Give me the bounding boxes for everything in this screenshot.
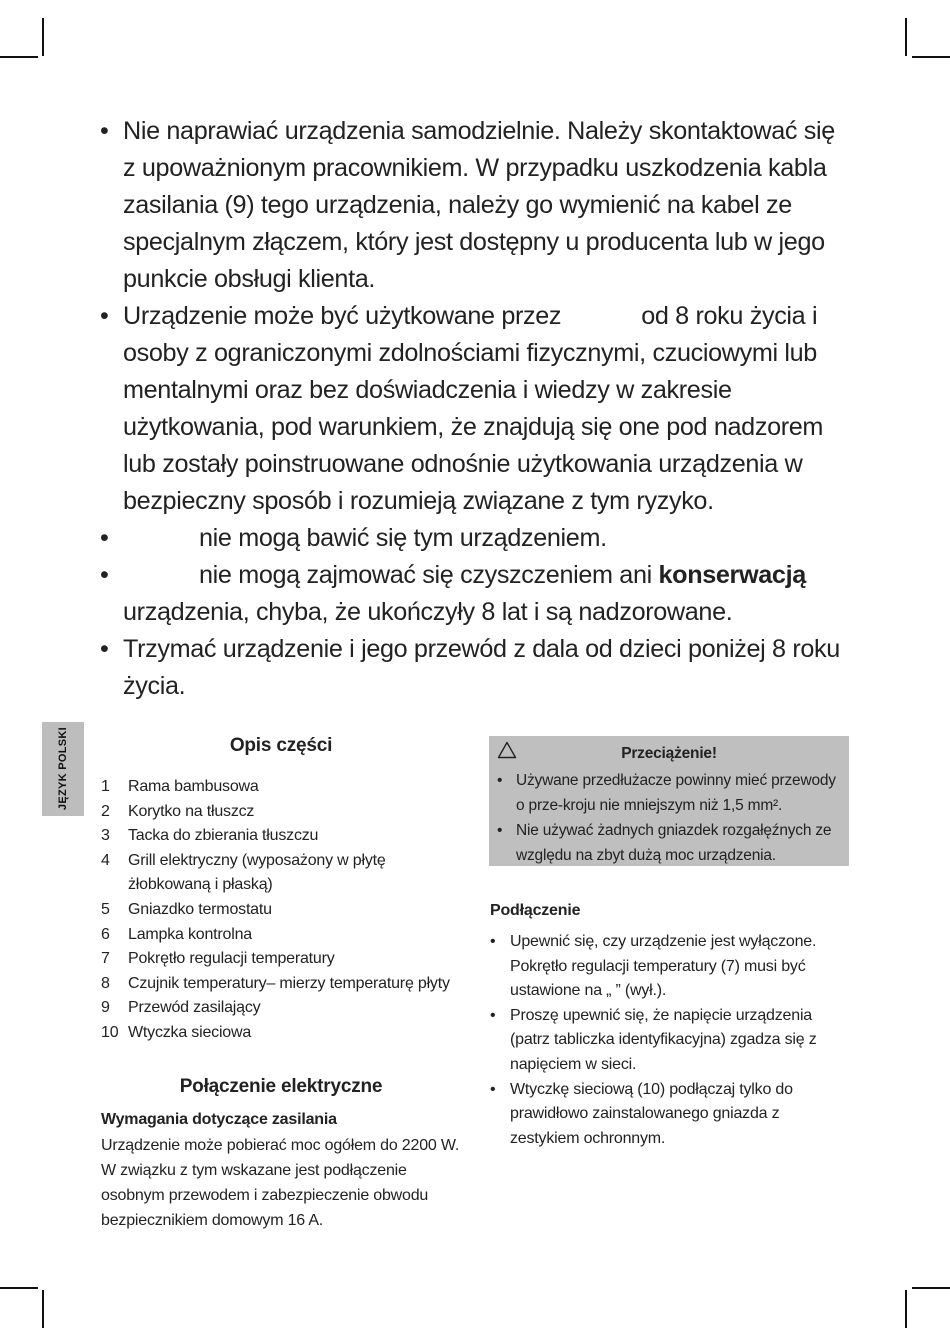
safety-bullet	[100, 520, 845, 557]
list-item	[101, 800, 461, 825]
item-text: Używane przedłużacze powinny mieć przewody o prze-kroju nie mniejszym niż 1,5 mm².	[516, 772, 836, 814]
list-item	[101, 1021, 461, 1046]
item-number: 6	[101, 925, 110, 943]
bullet-marker: •	[100, 561, 109, 589]
connection-section	[490, 902, 848, 1151]
list-item	[101, 849, 461, 898]
item-number: 1	[101, 778, 110, 795]
left-column	[101, 735, 461, 1233]
item-number: 10	[101, 1023, 119, 1041]
item-text: Gniazdko termostatu	[128, 900, 272, 918]
crop-mark	[905, 1290, 907, 1328]
list-item	[490, 1004, 848, 1078]
overload-warning-box	[489, 736, 849, 866]
bullet-marker: •	[100, 524, 109, 552]
crop-mark	[42, 18, 44, 56]
power-requirements-text: Urządzenie może pobierać moc ogółem do 2200 W. W związku z tym wskazane jest podłączenie osobnym przewodem i zabezpieczenie obwodu bezpiecznikiem domowym 16 A.	[101, 1136, 460, 1229]
list-item	[101, 996, 461, 1021]
item-text: Tacka do zbierania tłuszczu	[128, 827, 319, 845]
bullet-marker: •	[497, 772, 503, 789]
crop-mark	[912, 56, 950, 58]
item-number: 3	[101, 827, 110, 845]
safety-bullet	[100, 113, 845, 298]
item-number: 4	[101, 851, 110, 869]
item-text: Proszę upewnić się, że napięcie urządzenia (patrz tabliczka identyfikacyjna) zgadza się z napięciem w sieci.	[510, 1006, 817, 1073]
list-item	[101, 775, 461, 800]
safety-bullet-text: Trzymać urządzenie i jego przewód z dala od dzieci poniżej 8 roku życia.	[123, 635, 840, 700]
connection-heading: Podłączenie	[490, 902, 581, 919]
list-item	[101, 972, 461, 997]
warning-title: Przeciążenie!	[621, 745, 717, 762]
safety-bullet-text: Urządzenie może być użytkowane przez	[123, 302, 562, 330]
item-number: 5	[101, 900, 110, 918]
safety-bullet-text: Nie naprawiać urządzenia samodzielnie. Należy skontaktować się z upoważnionym pracownikiem. W przypadku uszkodzenia kabla zasilania (9) tego urządzenia, należy go wymienić na kabel ze specjalnym złączem, który jest dostępny u producenta lub w jego punkcie obsługi klienta.	[123, 117, 835, 293]
item-text: Upewnić się, czy urządzenie jest wyłączone. Pokrętło regulacji temperatury (7) musi być ustawione na „ ” (wył.).	[510, 933, 817, 1000]
crop-mark	[912, 1287, 950, 1289]
safety-bullet-text: nie mogą zajmować się czyszczeniem ani	[199, 561, 652, 589]
safety-bullet	[100, 557, 845, 631]
crop-mark	[0, 1287, 38, 1289]
list-item	[101, 923, 461, 948]
bullet-marker: •	[100, 302, 109, 330]
item-number: 2	[101, 802, 110, 820]
list-item	[490, 1078, 848, 1152]
item-text: Pokrętło regulacji temperatury	[128, 950, 335, 968]
language-tab-label: JĘZYK POLSKI	[57, 727, 69, 811]
crop-mark	[0, 56, 38, 58]
safety-bullet	[100, 298, 845, 520]
item-number: 8	[101, 974, 110, 992]
bullet-marker: •	[490, 1080, 496, 1098]
safety-bullet	[100, 631, 845, 705]
bullet-marker: •	[490, 933, 496, 950]
crop-mark	[42, 1290, 44, 1328]
connection-list	[490, 930, 848, 1151]
crop-mark	[905, 18, 907, 56]
item-text: Wtyczkę sieciową (10) podłączaj tylko do prawidłowo zainstalowanego gniazda z zestykiem ochronnym.	[510, 1080, 793, 1147]
list-item	[101, 947, 461, 972]
bold-term: konserwacją	[658, 561, 806, 589]
item-text: Rama bambusowa	[128, 778, 259, 795]
bullet-marker: •	[100, 635, 109, 663]
bullet-marker: •	[490, 1006, 496, 1024]
list-item	[101, 898, 461, 923]
item-text: Grill elektryczny (wyposażony w płytę żłobkowaną i płaską)	[128, 851, 386, 894]
language-tab	[42, 722, 84, 816]
item-text: Czujnik temperatury– mierzy temperaturę płyty	[128, 974, 450, 992]
power-requirements-heading: Wymagania dotyczące zasilania	[101, 1110, 337, 1128]
item-text: Wtyczka sieciowa	[128, 1023, 252, 1041]
item-text: Korytko na tłuszcz	[128, 802, 255, 820]
parts-heading: Opis części	[229, 735, 333, 756]
safety-bullet-text: nie mogą bawić się tym urządzeniem.	[199, 524, 607, 552]
electrical-heading: Połączenie elektryczne	[179, 1075, 383, 1097]
list-item	[490, 930, 848, 1004]
bullet-marker: •	[100, 117, 109, 145]
warning-list	[497, 768, 842, 868]
item-number: 7	[101, 950, 110, 968]
item-number: 9	[101, 999, 110, 1017]
list-item	[497, 768, 842, 818]
safety-instructions	[100, 113, 845, 705]
item-text: Przewód zasilający	[128, 999, 261, 1017]
list-item	[101, 824, 461, 849]
list-item	[497, 818, 842, 868]
item-text: Lampka kontrolna	[128, 925, 252, 943]
safety-bullet-text: od 8 roku życia i osoby z ograniczonymi zdolnościami fizycznymi, czuciowymi lub mentalnymi oraz bez doświadczenia i wiedzy w zakresie użytkowania, pod warunkiem, że znajdują się one pod nadzorem lub zostały poinstruowane odnośnie użytkowania urządzenia w bezpieczny sposób i rozumieją związane z tym ryzyko.	[123, 302, 824, 515]
bullet-marker: •	[497, 822, 503, 839]
item-text: Nie używać żadnych gniazdek rozgałęźnych ze względu na zbyt dużą moc urządzenia.	[516, 822, 832, 864]
safety-bullet-text: urządzenia, chyba, że ukończyły 8 lat i są nadzorowane.	[123, 598, 733, 626]
parts-list	[101, 775, 461, 1046]
